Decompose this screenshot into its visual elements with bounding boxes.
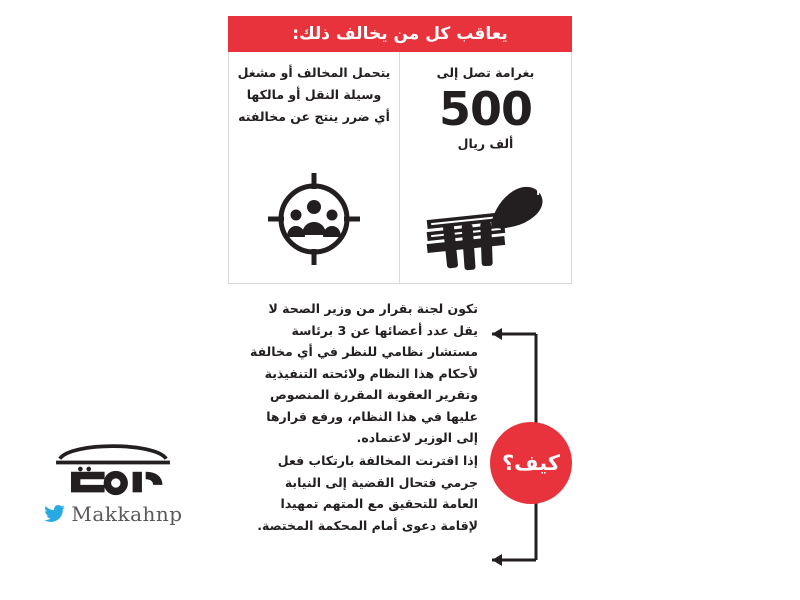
penalty-cell-liability: [229, 52, 400, 283]
twitter-bird-icon: [43, 505, 65, 523]
how-badge: [490, 422, 572, 504]
penalty-cell-fine: [400, 52, 571, 283]
fine-amount-unit: ألف ريال: [457, 135, 514, 151]
page-title: يعاقب كل من يخالف ذلك:: [292, 24, 508, 44]
brand-logo-block: [28, 440, 198, 540]
brand-handle-row: [28, 502, 198, 526]
fine-lead-label: بغرامة تصل إلى: [436, 65, 535, 80]
brand-handle-text: Makkahnp: [71, 502, 183, 526]
header-bar: [228, 16, 572, 52]
penalty-liability-text: يتحمل المخالف أو مشغل وسيلة النقل أو مالكها أي ضرر ينتج عن مخالفته: [237, 65, 391, 124]
fine-amount-block: [408, 62, 563, 151]
step-criminal-text: إذا اقترنت المخالفة بارتكاب فعل جرمي فتحال القضية إلى النيابة العامة للتحقيق مع المتهم تمهيدا لإقامة دعوى أمام المحكمة المختصة.: [257, 453, 478, 533]
penalties-panel: [228, 52, 572, 284]
fine-amount-value: 500: [438, 82, 533, 137]
makkah-wordmark-logo: [43, 440, 183, 498]
people-target-icon: [237, 161, 391, 271]
step-committee-text: تكون لجنة بقرار من وزير الصحة لا يقل عدد أعضائها عن 3 برئاسة مستشار نظامي للنظر في أي مخالفة لأحكام هذا النظام ولائحته التنفيذية وتقرير العقوبة المقررة المنصوص عليها في هذا النظام، ورفع قرارها إلى الوزير لاعتماده.: [249, 301, 478, 445]
money-stack-hand-icon: [408, 161, 563, 271]
how-badge-label: كيف؟: [502, 451, 560, 475]
